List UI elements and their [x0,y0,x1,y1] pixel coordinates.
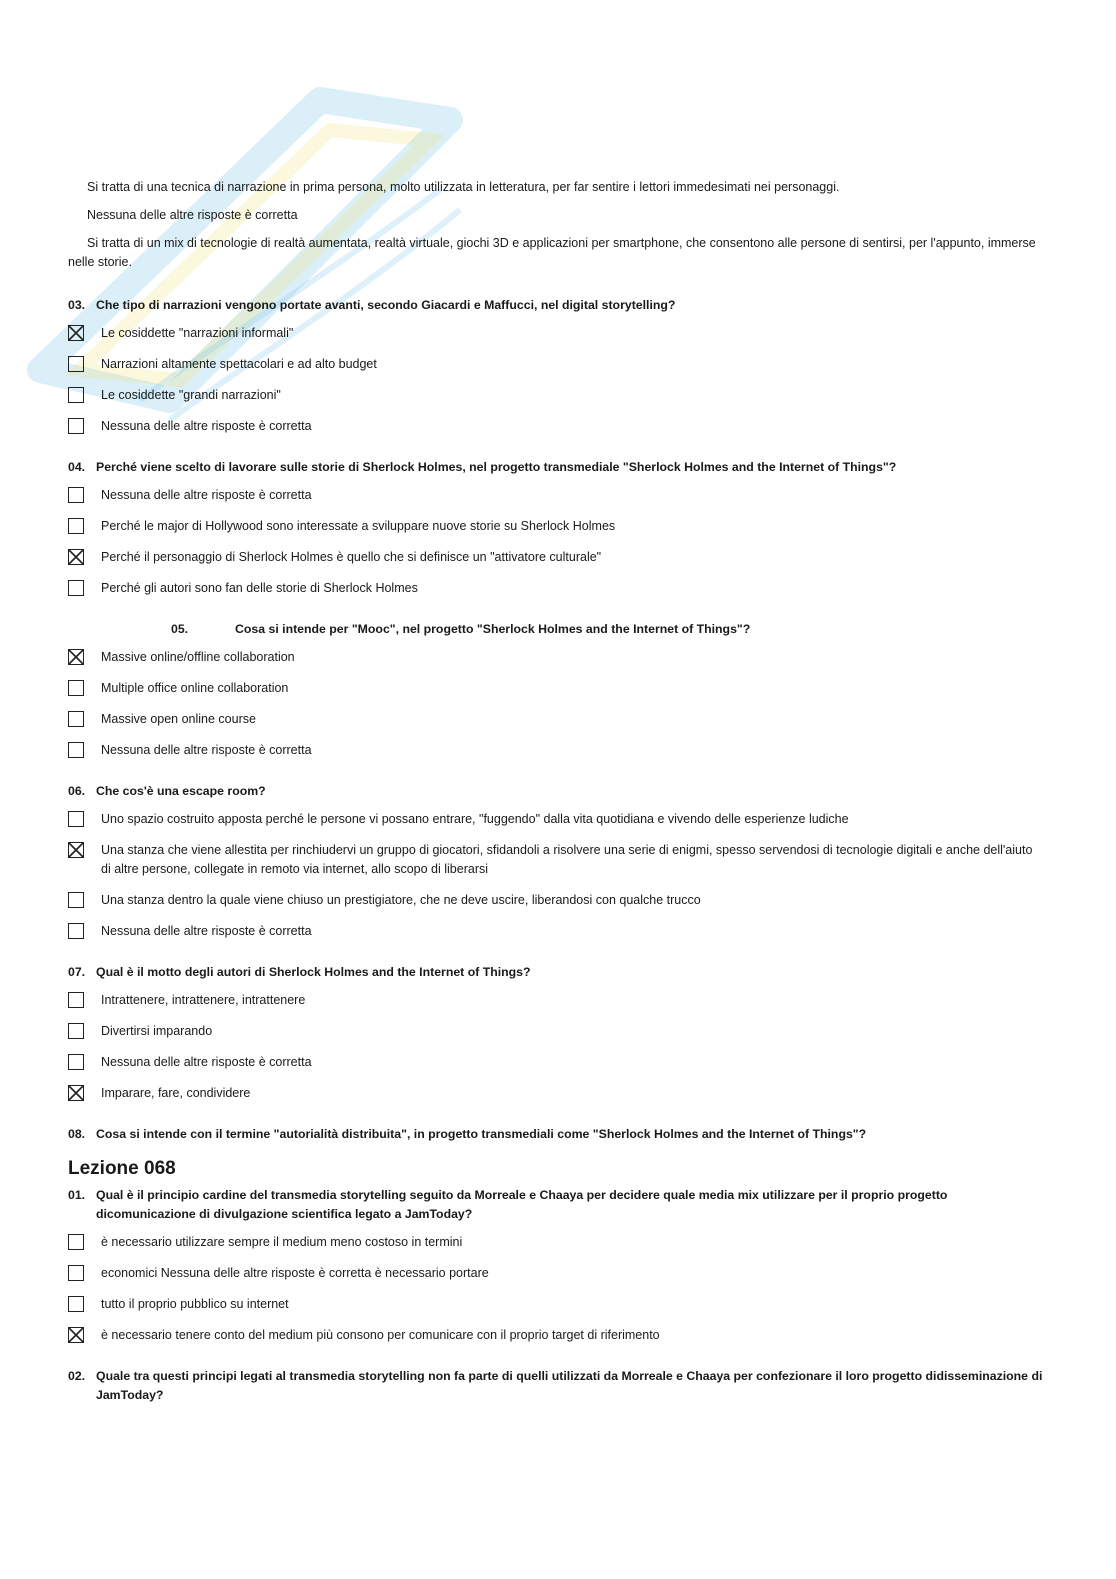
answer-label: Perché le major di Hollywood sono interessate a sviluppare nuove storie su Sherlock Holmes [101,519,616,533]
answer-label: Perché il personaggio di Sherlock Holmes è quello che si definisce un "attivatore culturale" [101,550,602,564]
checkbox-icon[interactable] [68,1234,84,1250]
question-number: 08. [68,1127,86,1141]
question-06 [68,782,1043,941]
answer-option[interactable] [68,710,1043,729]
checkbox-icon[interactable] [68,992,84,1008]
answer-option[interactable] [68,891,1043,910]
question-03 [68,296,1043,436]
question-text: Che cos'è una escape room? [96,784,266,798]
answer-label: Nessuna delle altre risposte è corretta [101,1055,312,1069]
checkbox-checked-icon[interactable] [68,325,84,341]
answer-option[interactable] [68,355,1043,374]
answer-label: Imparare, fare, condividere [101,1086,251,1100]
answer-label: Nessuna delle altre risposte è corretta [101,743,312,757]
answer-option[interactable] [68,810,1043,829]
intro-option-3: Si tratta di un mix di tecnologie di realtà aumentata, realtà virtuale, giochi 3D e applicazioni per smartphone, che consentono alle persone di sentirsi, per l'appunto, immerse nelle storie. [68,236,1036,269]
intro-option-2: Nessuna delle altre risposte è corretta [87,208,298,222]
checkbox-icon[interactable] [68,742,84,758]
checkbox-icon[interactable] [68,418,84,434]
answer-label: Perché gli autori sono fan delle storie di Sherlock Holmes [101,581,418,595]
answer-label: Nessuna delle altre risposte è corretta [101,419,312,433]
question-07 [68,963,1043,1103]
answer-option[interactable] [68,991,1043,1010]
answer-options [68,810,1043,941]
answer-option[interactable] [68,1264,1043,1283]
checkbox-icon[interactable] [68,356,84,372]
answer-option[interactable] [68,579,1043,598]
question-text: Quale tra questi principi legati al transmedia storytelling non fa parte di quelli utilizzati da Morreale e Chaaya per confezionare il loro progetto didisseminazione di JamToday? [96,1369,1043,1402]
answer-options [68,648,1043,760]
question-number: 03. [68,298,86,312]
answer-option[interactable] [68,648,1043,667]
question-04 [68,458,1043,598]
checkbox-icon[interactable] [68,680,84,696]
answer-label: economici Nessuna delle altre risposte è corretta è necessario portare [101,1266,489,1280]
checkbox-icon[interactable] [68,1265,84,1281]
checkbox-icon[interactable] [68,892,84,908]
answer-option[interactable] [68,324,1043,343]
question-number: 05. [171,622,189,636]
question-text: Qual è il motto degli autori di Sherlock Holmes and the Internet of Things? [96,965,531,979]
lesson-question-01 [68,1186,1043,1345]
answer-label: Narrazioni altamente spettacolari e ad alto budget [101,357,377,371]
checkbox-icon[interactable] [68,518,84,534]
checkbox-icon[interactable] [68,1296,84,1312]
question-number: 01. [68,1188,86,1202]
answer-option[interactable] [68,1022,1043,1041]
checkbox-icon[interactable] [68,711,84,727]
question-text: Cosa si intende con il termine "autorialità distribuita", in progetto transmediali come "Sherlock Holmes and the Internet of Things"? [96,1127,867,1141]
answer-label: Intrattenere, intrattenere, intrattenere [101,993,306,1007]
answer-label: Nessuna delle altre risposte è corretta [101,488,312,502]
question-number: 02. [68,1369,86,1383]
checkbox-icon[interactable] [68,387,84,403]
answer-option[interactable] [68,486,1043,505]
answer-label: Una stanza che viene allestita per rinchiudervi un gruppo di giocatori, sfidandoli a risolvere una serie di enigmi, spesso servendosi di tecnologie digitali e anche dell'aiuto di altre persone, collegate in remoto via internet, allo scopo di liberarsi [101,843,1033,876]
answer-option[interactable] [68,922,1043,941]
checkbox-checked-icon[interactable] [68,1327,84,1343]
answer-option[interactable] [68,841,1043,879]
answer-option[interactable] [68,548,1043,567]
answer-label: Una stanza dentro la quale viene chiuso un prestigiatore, che ne deve uscire, liberandosi con qualche trucco [101,893,701,907]
checkbox-icon[interactable] [68,487,84,503]
answer-option[interactable] [68,1084,1043,1103]
checkbox-icon[interactable] [68,811,84,827]
answer-option[interactable] [68,1233,1043,1252]
question-05 [68,620,1043,760]
answer-label: tutto il proprio pubblico su internet [101,1297,289,1311]
answer-options [68,1233,1043,1345]
answer-option[interactable] [68,741,1043,760]
answer-label: Massive open online course [101,712,256,726]
checkbox-icon[interactable] [68,923,84,939]
checkbox-icon[interactable] [68,1023,84,1039]
answer-label: Massive online/offline collaboration [101,650,295,664]
answer-label: Nessuna delle altre risposte è corretta [101,924,312,938]
checkbox-icon[interactable] [68,580,84,596]
question-text: Cosa si intende per "Mooc", nel progetto "Sherlock Holmes and the Internet of Things"? [235,622,751,636]
lesson-title: Lezione 068 [68,1158,176,1179]
answer-label: Divertirsi imparando [101,1024,213,1038]
question-number: 07. [68,965,86,979]
answer-option[interactable] [68,1053,1043,1072]
question-text: Che tipo di narrazioni vengono portate avanti, secondo Giacardi e Maffucci, nel digital storytelling? [96,298,676,312]
intro-option-1: Si tratta di una tecnica di narrazione in prima persona, molto utilizzata in letteratura, per far sentire i lettori immedesimati nei personaggi. [87,180,840,194]
answer-option[interactable] [68,679,1043,698]
answer-options [68,324,1043,436]
answer-label: Le cosiddette "grandi narrazioni" [101,388,281,402]
document-page [68,178,1043,1405]
checkbox-checked-icon[interactable] [68,842,84,858]
lesson-question-02 [68,1367,1043,1405]
checkbox-checked-icon[interactable] [68,549,84,565]
question-number: 06. [68,784,86,798]
answer-option[interactable] [68,417,1043,436]
answer-label: Le cosiddette "narrazioni informali" [101,326,294,340]
question-text: Perché viene scelto di lavorare sulle storie di Sherlock Holmes, nel progetto transmediale "Sherlock Holmes and the Internet of Things"? [96,460,897,474]
answer-option[interactable] [68,517,1043,536]
checkbox-icon[interactable] [68,1054,84,1070]
question-08 [68,1125,1043,1144]
answer-options [68,991,1043,1103]
answer-option[interactable] [68,386,1043,405]
answer-label: è necessario utilizzare sempre il medium meno costoso in termini [101,1235,463,1249]
answer-label: è necessario tenere conto del medium più consono per comunicare con il proprio target di riferimento [101,1328,660,1342]
question-number: 04. [68,460,86,474]
answer-option[interactable] [68,1295,1043,1314]
question-text: Qual è il principio cardine del transmedia storytelling seguito da Morreale e Chaaya per decidere quale media mix utilizzare per il proprio progetto dicomunicazione di divulgazione scientifica legato a JamToday? [96,1188,948,1221]
checkbox-checked-icon[interactable] [68,1085,84,1101]
answer-options [68,486,1043,598]
answer-label: Uno spazio costruito apposta perché le persone vi possano entrare, "fuggendo" dalla vita quotidiana e vivendo delle esperienze ludiche [101,812,849,826]
answer-option[interactable] [68,1326,1043,1345]
checkbox-checked-icon[interactable] [68,649,84,665]
answer-label: Multiple office online collaboration [101,681,289,695]
previous-question-options [68,178,1043,272]
